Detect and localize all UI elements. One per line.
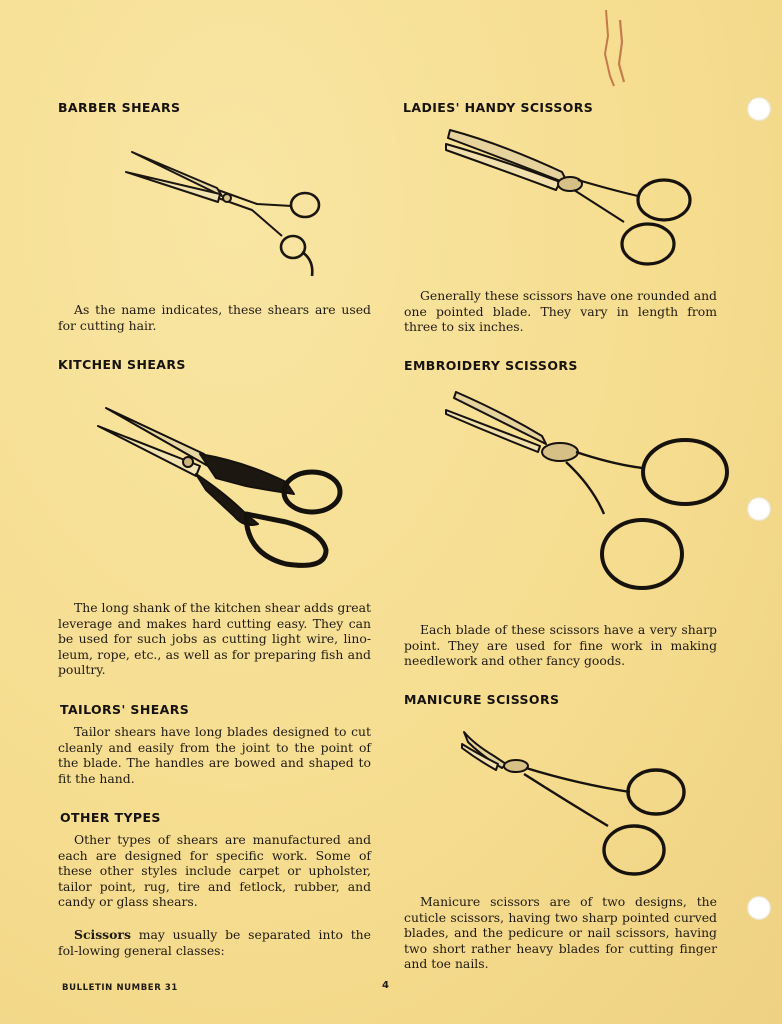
- tailors-shears-paragraph: Tailor shears have long blades designed to cut cleanly and easily from the joint to the point of the blade. The handles are bowed and shaped to fit the hand.: [58, 724, 371, 786]
- embroidery-scissors-text: [404, 622, 717, 669]
- scissors-classes-paragraph: [58, 927, 371, 958]
- scissors-classes-sentence: may usually be separated into the fol-lowing general classes:: [58, 927, 371, 958]
- rust-stain: [598, 6, 632, 88]
- punch-hole-top: [747, 97, 771, 121]
- kitchen-shears-illustration: [96, 404, 348, 576]
- manicure-scissors-paragraph: Manicure scissors are of two designs, the cuticle scissors, having two sharp pointed curved blades, and the pedicure or nail scissors, having two short rather heavy blades for cutting finger and toe nails.: [404, 894, 717, 972]
- manicure-scissors-text: [404, 894, 717, 972]
- ladies-scissors-paragraph: Generally these scissors have one rounded and one pointed blade. They vary in length from three to six inches.: [404, 288, 717, 335]
- ladies-scissors-text: [404, 288, 717, 335]
- manicure-scissors-illustration: [458, 726, 693, 881]
- kitchen-shears-text: [58, 600, 371, 678]
- barber-shears-paragraph: As the name indicates, these shears are used for cutting hair.: [58, 302, 371, 333]
- embroidery-scissors-illustration: [442, 386, 740, 596]
- other-types-text: [58, 832, 371, 910]
- barber-shears-illustration: [122, 148, 327, 283]
- bulletin-number: BULLETIN NUMBER 31: [62, 983, 178, 993]
- scissors-keyword: Scissors: [74, 927, 131, 942]
- kitchen-shears-heading: KITCHEN SHEARS: [58, 357, 186, 372]
- tailors-shears-text: [58, 724, 371, 786]
- barber-shears-text: [58, 302, 371, 333]
- embroidery-scissors-heading: EMBROIDERY SCISSORS: [404, 358, 578, 373]
- punch-hole-bottom: [747, 896, 771, 920]
- other-types-paragraph: Other types of shears are manufactured and each are designed for specific work. Some of these other styles include carpet or upholster, tailor point, rug, tire and fetlock, rubber, and candy or glass shears.: [58, 832, 371, 910]
- scissors-classes-text: [58, 927, 371, 958]
- kitchen-shears-paragraph: The long shank of the kitchen shear adds great leverage and makes hard cutting easy. They can be used for such jobs as cutting light wire, lino-leum, rope, etc., as well as for preparing fish and poultry.: [58, 600, 371, 678]
- embroidery-scissors-paragraph: Each blade of these scissors have a very sharp point. They are used for fine work in making needlework and other fancy goods.: [404, 622, 717, 669]
- page-number: 4: [382, 980, 389, 991]
- manicure-scissors-heading: MANICURE SCISSORS: [404, 692, 560, 707]
- barber-shears-heading: BARBER SHEARS: [58, 100, 181, 115]
- punch-hole-middle: [747, 497, 771, 521]
- other-types-heading: OTHER TYPES: [60, 810, 161, 825]
- ladies-scissors-heading: LADIES' HANDY SCISSORS: [403, 100, 594, 115]
- ladies-scissors-illustration: [442, 124, 700, 272]
- tailors-shears-heading: TAILORS' SHEARS: [60, 702, 190, 717]
